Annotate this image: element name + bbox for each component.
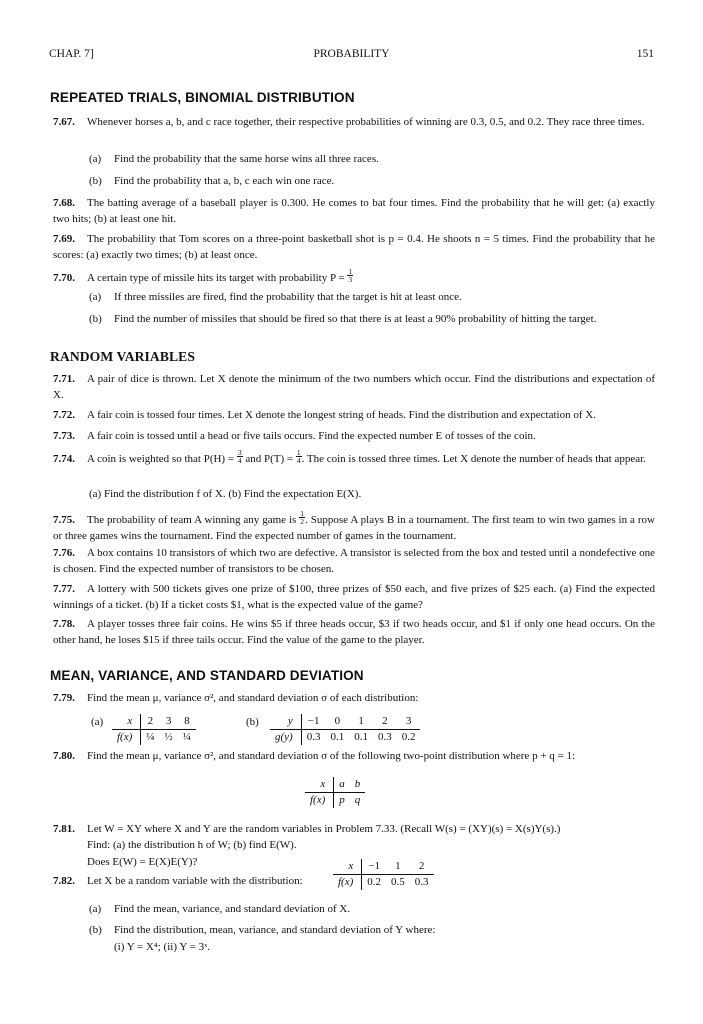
- fraction: $\frac{1}{2}$: [300, 509, 305, 526]
- problem-7-67-a: (a) Find the probability that the same horse wins all three races.: [89, 153, 379, 165]
- section-heading: MEAN, VARIANCE, AND STANDARD DEVIATION: [50, 668, 364, 683]
- problem-7-73: 7.73. A fair coin is tossed until a head or five tails occurs. Find the expected number E of tosses of the coin.: [53, 430, 536, 442]
- problem-7-79: 7.79. Find the mean μ, variance σ², and standard deviation σ of each distribution:: [53, 692, 419, 704]
- problem-7-70: 7.70. A certain type of missile hits its target with probability P = $\frac{1}{3}$: [53, 267, 353, 284]
- section-heading: REPEATED TRIALS, BINOMIAL DISTRIBUTION: [50, 90, 355, 105]
- problem-7-81: 7.81. Let W = XY where X and Y are the random variables in Problem 7.33. (Recall W(s) = (XY)(s) = X(s)Y(s).): [53, 823, 561, 835]
- problem-7-82-b2: (i) Y = X⁴; (ii) Y = 3ˣ.: [114, 941, 210, 953]
- problem-7-76: 7.76. A box contains 10 transistors of which two are defective. A transistor is selected from the box and tested until a nondefective one is chosen. Find the expected number of transistors to be chosen.: [53, 547, 655, 575]
- problem-7-77: 7.77. A lottery with 500 tickets gives one prize of $100, three prizes of $50 each, and five prizes of $25 each. (a) Find the expected winnings of a ticket. (b) If a ticket costs $1, what is the expected value of the game?: [53, 583, 655, 611]
- problem-7-80: 7.80. Find the mean μ, variance σ², and standard deviation σ of the following two-point distribution where p + q = 1:: [53, 750, 576, 762]
- problem-7-69: 7.69. The probability that Tom scores on a three-point basketball shot is p = 0.4. He shoots n = 5 times. Find the probability that he scores: (a) exactly two times; (b) at least once.: [53, 233, 655, 261]
- problem-7-78: 7.78. A player tosses three fair coins. He wins $5 if three heads occur, $3 if two heads occur, and $1 if only one head occurs. On the other hand, he loses $15 if three tails occur. Find the value of the game to the player.: [53, 618, 655, 646]
- running-title: PROBABILITY: [313, 48, 390, 60]
- page-number: 151: [636, 48, 654, 60]
- fraction: $\frac{1}{3}$: [348, 267, 353, 284]
- problem-7-71: 7.71. A pair of dice is thrown. Let X denote the minimum of the two numbers which occur. Find the distributions and expectation of X.: [53, 373, 655, 401]
- fraction: $\frac{1}{4}$: [296, 448, 301, 465]
- problem-7-82: 7.82. Let X be a random variable with the distribution:: [53, 875, 303, 887]
- problem-7-68: 7.68. The batting average of a baseball player is 0.300. He comes to bat four times. Find the probability that he will get: (a) exactly two hits; (b) at least one hit.: [53, 197, 655, 225]
- problem-7-74-ab: (a) Find the distribution f of X. (b) Find the expectation E(X).: [89, 488, 362, 500]
- problem-7-70-a: (a) If three missiles are fired, find the probability that the target is hit at least once.: [89, 291, 462, 303]
- problem-7-81-line2: Find: (a) the distribution h of W; (b) find E(W).: [87, 839, 297, 851]
- part-label: (b): [246, 716, 259, 728]
- distribution-table-7-80: x a b f(x) p q: [305, 777, 365, 808]
- chapter-label: CHAP. 7]: [49, 48, 94, 60]
- part-label: (a): [91, 716, 104, 728]
- problem-7-70-b: (b) Find the number of missiles that should be fired so that there is at least a 90% probability of hitting the target.: [89, 313, 597, 325]
- page-header: [49, 48, 654, 64]
- problem-7-82-b: (b) Find the distribution, mean, variance, and standard deviation of Y where:: [89, 924, 436, 936]
- fraction: $\frac{3}{4}$: [237, 448, 242, 465]
- section-heading: RANDOM VARIABLES: [50, 349, 195, 364]
- problem-7-74: 7.74. A coin is weighted so that P(H) = $\frac{3}{4}$ and P(T) = $\frac{1}{4}$ . The coin is tossed three times. Let X denote the number of heads that appear.: [53, 448, 646, 465]
- problem-7-82-a: (a) Find the mean, variance, and standard deviation of X.: [89, 903, 351, 915]
- problem-7-67: 7.67. Whenever horses a, b, and c race together, their respective probabilities of winning are 0.3, 0.5, and 0.2. They race three times.: [53, 116, 645, 128]
- distribution-table-7-82: x −1 1 2 f(x) 0.2 0.5 0.3: [333, 859, 434, 890]
- distribution-table-7-79b: y −1 0 1 2 3 g(y) 0.3 0.1 0.1 0.3 0.2: [270, 714, 420, 745]
- problem-7-75: 7.75. The probability of team A winning any game is $\frac{1}{2}$ . Suppose A plays B in a tournament. The first team to win two games in a row or three games wins the tournament. Find the expected number of games in the tournament.: [53, 509, 655, 542]
- problem-7-67-b: (b) Find the probability that a, b, c each win one race.: [89, 175, 335, 187]
- problem-7-72: 7.72. A fair coin is tossed four times. Let X denote the longest string of heads. Find the distribution and expectation of X.: [53, 409, 596, 421]
- distribution-table-7-79a: x 2 3 8 f(x) ¼ ½ ¼: [112, 714, 196, 745]
- problem-7-81-line3: Does E(W) = E(X)E(Y)?: [87, 856, 198, 868]
